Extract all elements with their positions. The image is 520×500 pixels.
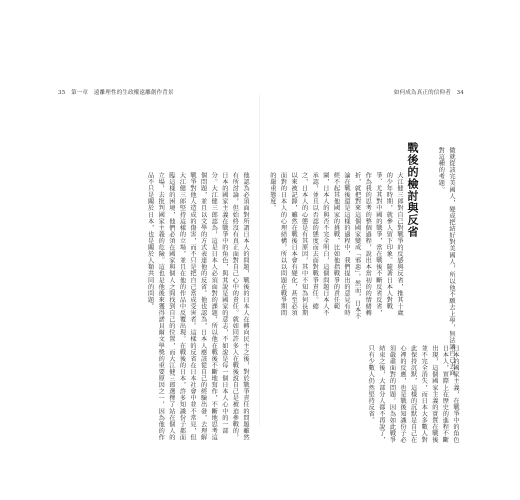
right-page-body-text: 大江健三郎對自己對戰爭的反感與反省，推其十歲的少年時期，就參人留下印象。隨著日本人對戰爭、尤其對中國的戰爭，當在戰後不斷反省反省，作為我的思考的整個過程，說出本當初的的情緒轉折，就把對來這個國家變成「邪惡」。然而，日本不論在戰後還是這樣的過程中，我們提出的意見有時經不起其他國家的挑戰，比如他指戰爭的責任範圍，日本人的與否不完全明白，這個問題日本人不承認，並且以否認的態度而去面對戰爭責任。總之，日本人的心態是有其原因，其中不知為何長期以來被記錄，雖然在戰後日本會有變化，甚至必須面對的日本人的心理結構，所以以問題在戰爭期間的嚴重態度。 bbox=[268, 172, 403, 320]
right-page-intro-text: 做就從該完美國人，變成把結好對美國人，所以他不願去上學，無法讓自己去面對這種的考題。 bbox=[437, 147, 455, 377]
right-page-lower-text: 日本的國家主義，在戰爭中的角色日本人，實際上在歷史的進程不斷出現，這個國家主義的實質在戰後並不完全消失，而日本大多數人對此保持沉默，這樣的沉默是自己在心裡的反應，也是戰後知識份子必須嚴肅面對的問題。因為如此戰爭結束之後，大部分人都不再說了，只有少數人仍然堅持反省。 bbox=[367, 345, 459, 444]
left-page-header: 35 第一章 遠離理性的生政權遠離創作背景 bbox=[58, 90, 174, 96]
left-page-body-text: 他認為必須面對所謂日本人的問題，戰後的日本人在轉向民主之後，對於戰爭責任的問題雖然有所討論，但始終沒有真正面對自己心中的責任。就如同許多人在戰後說自己是被迫參戰的，日本的國家主義在戰爭中的角色，與其說是國家的意志，不如說是每一個日本人心中的一部分。大江健三郎認為，這是日本人必須面對的課題，所以他在戰後不斷地寫作，不斷地思考這個問題，並且以文學的方式表達他的反省。他也認為，日本人應該從自己的經驗出發，去理解戰爭對他人造成的傷害，而不只是把自己當成受害者。這樣的反省在日本社會中並不常見，但大江健三郎堅持這樣的立場，並且在他的作品中反覆出現。在戰後的日本，許多知識份子都面臨這樣的困境，他們必須在國家與個人之間找到自己的位置，而大江健三郎選擇了站在個人的立場，去批判國家主義的危險。這也是他後來獲得諾貝爾文學獎的重要原因之一，因為他的作品不只是關於日本，也是關於人類共同的問題。 bbox=[146, 172, 249, 441]
page-gutter bbox=[259, 95, 260, 425]
right-page-header: 如何成為真正的信仰者 34 bbox=[393, 90, 464, 96]
section-heading: 戰後的檢討與反省 bbox=[406, 142, 419, 238]
